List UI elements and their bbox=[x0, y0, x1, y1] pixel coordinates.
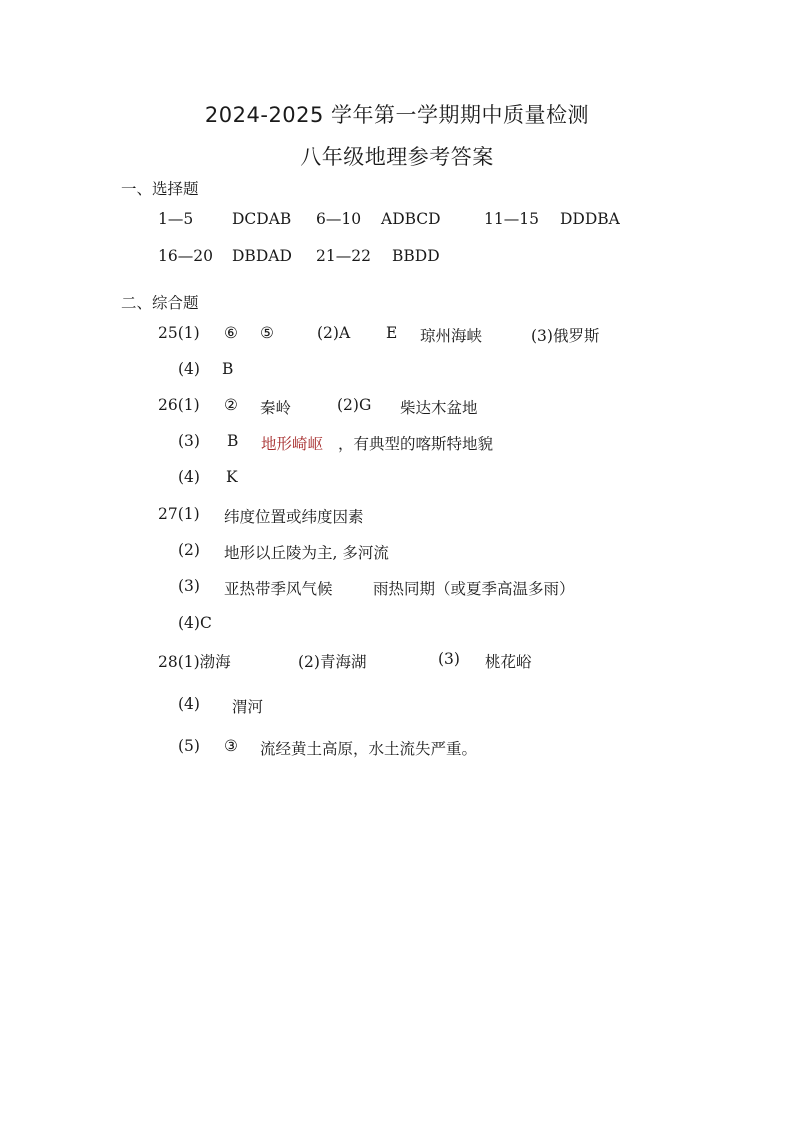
sub-question: (4) bbox=[178, 695, 200, 713]
question-number: 25(1) bbox=[158, 324, 200, 342]
sub-question: (3) bbox=[178, 577, 200, 595]
answer: 桃花峪 bbox=[485, 653, 532, 671]
sub-question: (5) bbox=[178, 737, 200, 755]
sub-question: (3) bbox=[178, 432, 200, 450]
answer: ⑤ bbox=[260, 324, 274, 342]
answer: 流经黄土高原，水土流失严重。 bbox=[260, 740, 478, 758]
answer: K bbox=[226, 468, 238, 486]
answer: ② bbox=[224, 396, 238, 414]
mc-range: 16—20 bbox=[158, 247, 213, 265]
highlighted-answer: 地形崎岖 bbox=[261, 435, 324, 453]
mc-range: 11—15 bbox=[484, 210, 539, 228]
mc-answers: ADBCD bbox=[381, 210, 441, 228]
page-title: 2024-2025 学年第一学期期中质量检测 bbox=[204, 103, 590, 127]
mc-answers: DBDAD bbox=[232, 247, 292, 265]
sub-question: (4) bbox=[178, 468, 200, 486]
sub-question: (2) bbox=[178, 541, 200, 559]
answer: B bbox=[227, 432, 239, 450]
sub-question: (4)C bbox=[178, 614, 212, 632]
answer: (2)青海湖 bbox=[298, 653, 367, 671]
question-number: 28(1)渤海 bbox=[158, 653, 231, 671]
answer: ③ bbox=[224, 737, 238, 755]
answer: E bbox=[386, 324, 398, 342]
answer: 琼州海峡 bbox=[420, 327, 483, 345]
answer: (3)俄罗斯 bbox=[531, 327, 600, 345]
answer: 纬度位置或纬度因素 bbox=[224, 508, 364, 526]
question-number: 27(1) bbox=[158, 505, 200, 523]
answer: ⑥ bbox=[224, 324, 238, 342]
mc-answers: BBDD bbox=[392, 247, 440, 265]
sub-question: (3) bbox=[438, 650, 460, 668]
question-number: 26(1) bbox=[158, 396, 200, 414]
answer: 柴达木盆地 bbox=[400, 399, 478, 417]
page-subtitle: 八年级地理参考答案 bbox=[300, 145, 494, 169]
answer: B bbox=[222, 360, 234, 378]
answer: 渭河 bbox=[232, 698, 264, 716]
sub-question: (4) bbox=[178, 360, 200, 378]
answer: ，有典型的喀斯特地貌 bbox=[338, 435, 494, 453]
mc-range: 21—22 bbox=[316, 247, 371, 265]
mc-answers: DDDBA bbox=[560, 210, 620, 228]
answer: 亚热带季风气候 bbox=[224, 580, 333, 598]
section-comprehensive: 二、综合题 bbox=[121, 294, 199, 312]
mc-range: 1—5 bbox=[158, 210, 194, 228]
mc-range: 6—10 bbox=[316, 210, 362, 228]
answer: 地形以丘陵为主, 多河流 bbox=[224, 544, 389, 562]
section-multiple-choice: 一、选择题 bbox=[121, 180, 199, 198]
answer: (2)G bbox=[337, 396, 372, 414]
answer: 雨热同期（或夏季高温多雨） bbox=[373, 580, 575, 598]
answer: (2)A bbox=[317, 324, 351, 342]
answer: 秦岭 bbox=[260, 399, 292, 417]
mc-answers: DCDAB bbox=[232, 210, 292, 228]
